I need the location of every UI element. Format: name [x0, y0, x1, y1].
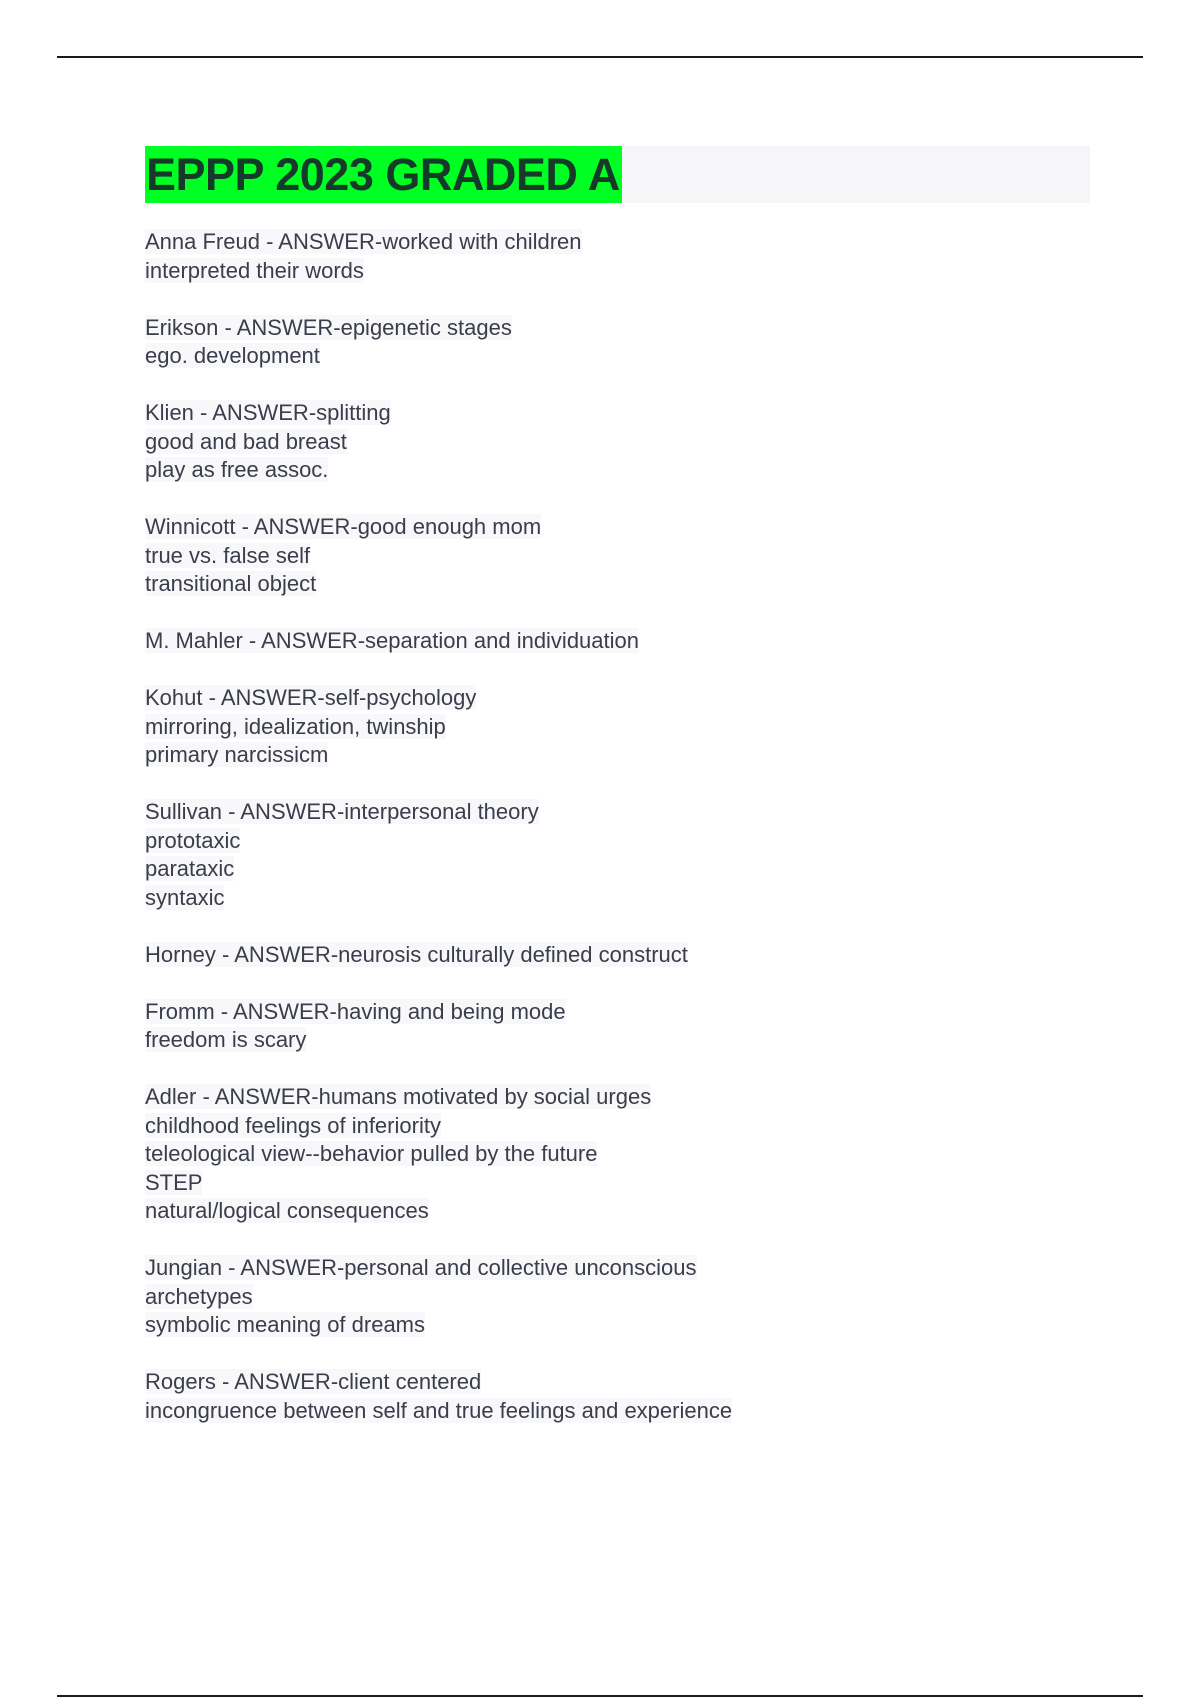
flashcard-term-line — [145, 1254, 1045, 1283]
line-text: Anna Freud - ANSWER-worked with children — [145, 229, 582, 254]
line-text: mirroring, idealization, twinship — [145, 713, 446, 739]
line-text: Winnicott - ANSWER-good enough mom — [145, 514, 542, 539]
flashcard-entry — [145, 1083, 1045, 1226]
page-bottom-rule — [57, 1695, 1143, 1697]
line-text: natural/logical consequences — [145, 1198, 429, 1223]
line-text: syntaxic — [145, 884, 225, 910]
flashcard-answer-line — [145, 855, 1045, 884]
flashcard-answer-line — [145, 1283, 1045, 1312]
flashcard-answer-line — [145, 827, 1045, 856]
document-title: EPPP 2023 GRADED A — [145, 146, 622, 203]
flashcard-entry — [145, 513, 1045, 599]
flashcard-entry — [145, 314, 1045, 371]
line-text: M. Mahler - ANSWER-separation and individuation — [145, 628, 640, 653]
flashcard-term-line — [145, 314, 1045, 343]
line-text: STEP — [145, 1169, 203, 1195]
flashcard-term-line — [145, 228, 1045, 257]
line-text: archetypes — [145, 1283, 253, 1309]
line-text: transitional object — [145, 571, 317, 596]
flashcard-entry — [145, 684, 1045, 770]
flashcard-term-line — [145, 627, 1045, 656]
flashcard-entry — [145, 228, 1045, 285]
line-text: Jungian - ANSWER-personal and collective unconscious — [145, 1255, 697, 1280]
flashcard-term-line — [145, 684, 1045, 713]
flashcard-term-line — [145, 399, 1045, 428]
flashcard-list — [145, 228, 1045, 1454]
line-text: good and bad breast — [145, 428, 347, 454]
flashcard-term-line — [145, 513, 1045, 542]
line-text: play as free assoc. — [145, 457, 329, 482]
line-text: symbolic meaning of dreams — [145, 1312, 426, 1337]
flashcard-answer-line — [145, 884, 1045, 913]
line-text: Adler - ANSWER-humans motivated by social urges — [145, 1084, 652, 1109]
line-text: incongruence between self and true feelings and experience — [145, 1397, 733, 1423]
flashcard-answer-line — [145, 1311, 1045, 1340]
line-text: Erikson - ANSWER-epigenetic stages — [145, 314, 512, 340]
line-text: Fromm - ANSWER-having and being mode — [145, 998, 566, 1024]
line-text: interpreted their words — [145, 257, 364, 283]
flashcard-term-line — [145, 998, 1045, 1027]
flashcard-term-line — [145, 1083, 1045, 1112]
line-text: Klien - ANSWER-splitting — [145, 400, 391, 425]
flashcard-answer-line — [145, 1197, 1045, 1226]
flashcard-answer-line — [145, 1169, 1045, 1198]
line-text: Horney - ANSWER-neurosis culturally defined construct — [145, 941, 688, 967]
flashcard-term-line — [145, 941, 1045, 970]
flashcard-answer-line — [145, 1026, 1045, 1055]
flashcard-answer-line — [145, 713, 1045, 742]
line-text: primary narcissicm — [145, 742, 329, 767]
page-top-rule — [57, 56, 1143, 58]
line-text: childhood feelings of inferiority — [145, 1112, 441, 1138]
line-text: freedom is scary — [145, 1027, 307, 1052]
line-text: teleological view--behavior pulled by the future — [145, 1141, 598, 1166]
line-text: parataxic — [145, 856, 235, 881]
flashcard-answer-line — [145, 1112, 1045, 1141]
line-text: Rogers - ANSWER-client centered — [145, 1369, 482, 1394]
flashcard-entry — [145, 798, 1045, 912]
line-text: Kohut - ANSWER-self-psychology — [145, 685, 477, 710]
line-text: prototaxic — [145, 827, 241, 853]
line-text: ego. development — [145, 343, 320, 368]
line-text: true vs. false self — [145, 542, 311, 568]
flashcard-entry — [145, 627, 1045, 656]
flashcard-answer-line — [145, 1397, 1045, 1426]
flashcard-answer-line — [145, 342, 1045, 371]
flashcard-term-line — [145, 1368, 1045, 1397]
flashcard-answer-line — [145, 542, 1045, 571]
flashcard-entry — [145, 1368, 1045, 1425]
flashcard-answer-line — [145, 741, 1045, 770]
flashcard-entry — [145, 998, 1045, 1055]
flashcard-answer-line — [145, 570, 1045, 599]
flashcard-entry — [145, 941, 1045, 970]
flashcard-answer-line — [145, 1140, 1045, 1169]
flashcard-answer-line — [145, 456, 1045, 485]
flashcard-term-line — [145, 798, 1045, 827]
line-text: Sullivan - ANSWER-interpersonal theory — [145, 799, 539, 824]
flashcard-answer-line — [145, 428, 1045, 457]
flashcard-entry — [145, 1254, 1045, 1340]
flashcard-entry — [145, 399, 1045, 485]
flashcard-answer-line — [145, 257, 1045, 286]
